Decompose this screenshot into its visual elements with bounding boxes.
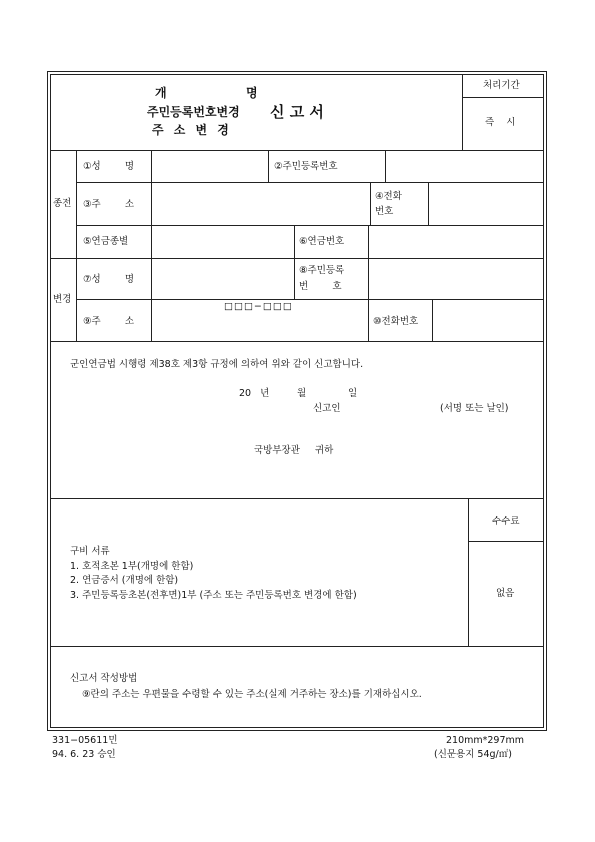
date-year: 20 년 (239, 388, 270, 399)
title-line3: 주 소 변 경 (152, 123, 229, 137)
documents-item-1: 1. 호적초본 1부(개명에 한함) (70, 561, 194, 572)
title-line1-b: 명 (246, 86, 258, 100)
postcode-boxes: □□□−□□□ (224, 301, 293, 312)
processing-period-label: 처리기간 (483, 80, 520, 91)
before-section-label: 종전 (53, 198, 72, 209)
after-name-field[interactable] (152, 259, 293, 298)
documents-title: 구비 서류 (70, 546, 110, 557)
after-section-label: 변경 (53, 294, 72, 305)
before-rrn-label: ②주민등록번호 (274, 161, 338, 172)
before-name-field[interactable] (152, 151, 267, 181)
header-processing-divider (462, 97, 544, 98)
paper-size: 210mm*297mm (446, 735, 525, 746)
before-pension-type-field[interactable] (152, 226, 293, 257)
title-line1-a: 개 (155, 86, 167, 100)
after-address-label: ⑨주 소 (83, 316, 135, 327)
before-pension-type-label: ⑤연금종별 (83, 236, 129, 247)
addressee: 국방부장관 귀하 (254, 445, 334, 456)
after-phone-field[interactable] (433, 300, 544, 340)
after-rrn-field[interactable] (369, 259, 544, 298)
date-day: 일 (348, 388, 358, 399)
header-divider (462, 74, 463, 150)
before-address-label: ③주 소 (83, 199, 135, 210)
before-address-field[interactable] (152, 183, 369, 224)
signature-field[interactable] (350, 401, 435, 416)
after-address-field[interactable] (152, 313, 367, 340)
before-pension-no-label: ⑥연금번호 (299, 236, 345, 247)
after-rrn-label-2: 번 호 (299, 281, 342, 292)
fee-value: 없음 (496, 588, 515, 599)
fee-label: 수수료 (492, 516, 520, 527)
before-phone-label-1: ④전화 (375, 191, 402, 202)
instructions-title: 신고서 작성방법 (70, 673, 138, 684)
after-name-label: ⑦성 명 (83, 274, 135, 285)
after-rrn-label-1: ⑧주민등록 (299, 265, 345, 276)
approval-date: 94. 6. 23 승인 (52, 749, 116, 760)
processing-period-value: 즉 시 (485, 117, 516, 128)
paper-type: (신문용지 54g/㎡) (434, 749, 512, 760)
title-line2: 주민등록번호변경 (147, 105, 240, 119)
before-rrn-field[interactable] (386, 151, 544, 181)
instructions-text: ⑨란의 주소는 우편물을 수령할 수 있는 주소(실제 거주하는 장소)를 기재하십시오. (82, 689, 422, 700)
form-number: 331−05611민 (52, 735, 118, 746)
declaration-statement: 군인연금법 시행령 제38호 제3항 규정에 의하여 위와 같이 신고합니다. (70, 359, 364, 370)
after-phone-label: ⑩전화번호 (373, 316, 419, 327)
before-pension-no-field[interactable] (369, 226, 544, 257)
before-phone-label-2: 번호 (375, 206, 394, 217)
title-suffix: 신 고 서 (270, 103, 324, 121)
documents-item-3: 3. 주민등록등초본(전후면)1부 (주소 또는 주민등록번호 변경에 한함) (70, 590, 357, 601)
section-label-divider (76, 150, 77, 258)
reporter-label: 신고인 (313, 403, 341, 414)
documents-item-2: 2. 연금증서 (개명에 한함) (70, 575, 179, 586)
signature-label: (서명 또는 날인) (440, 403, 509, 414)
before-name-label: ①성 명 (83, 161, 135, 172)
date-month: 월 (297, 388, 307, 399)
before-phone-field[interactable] (429, 183, 544, 224)
